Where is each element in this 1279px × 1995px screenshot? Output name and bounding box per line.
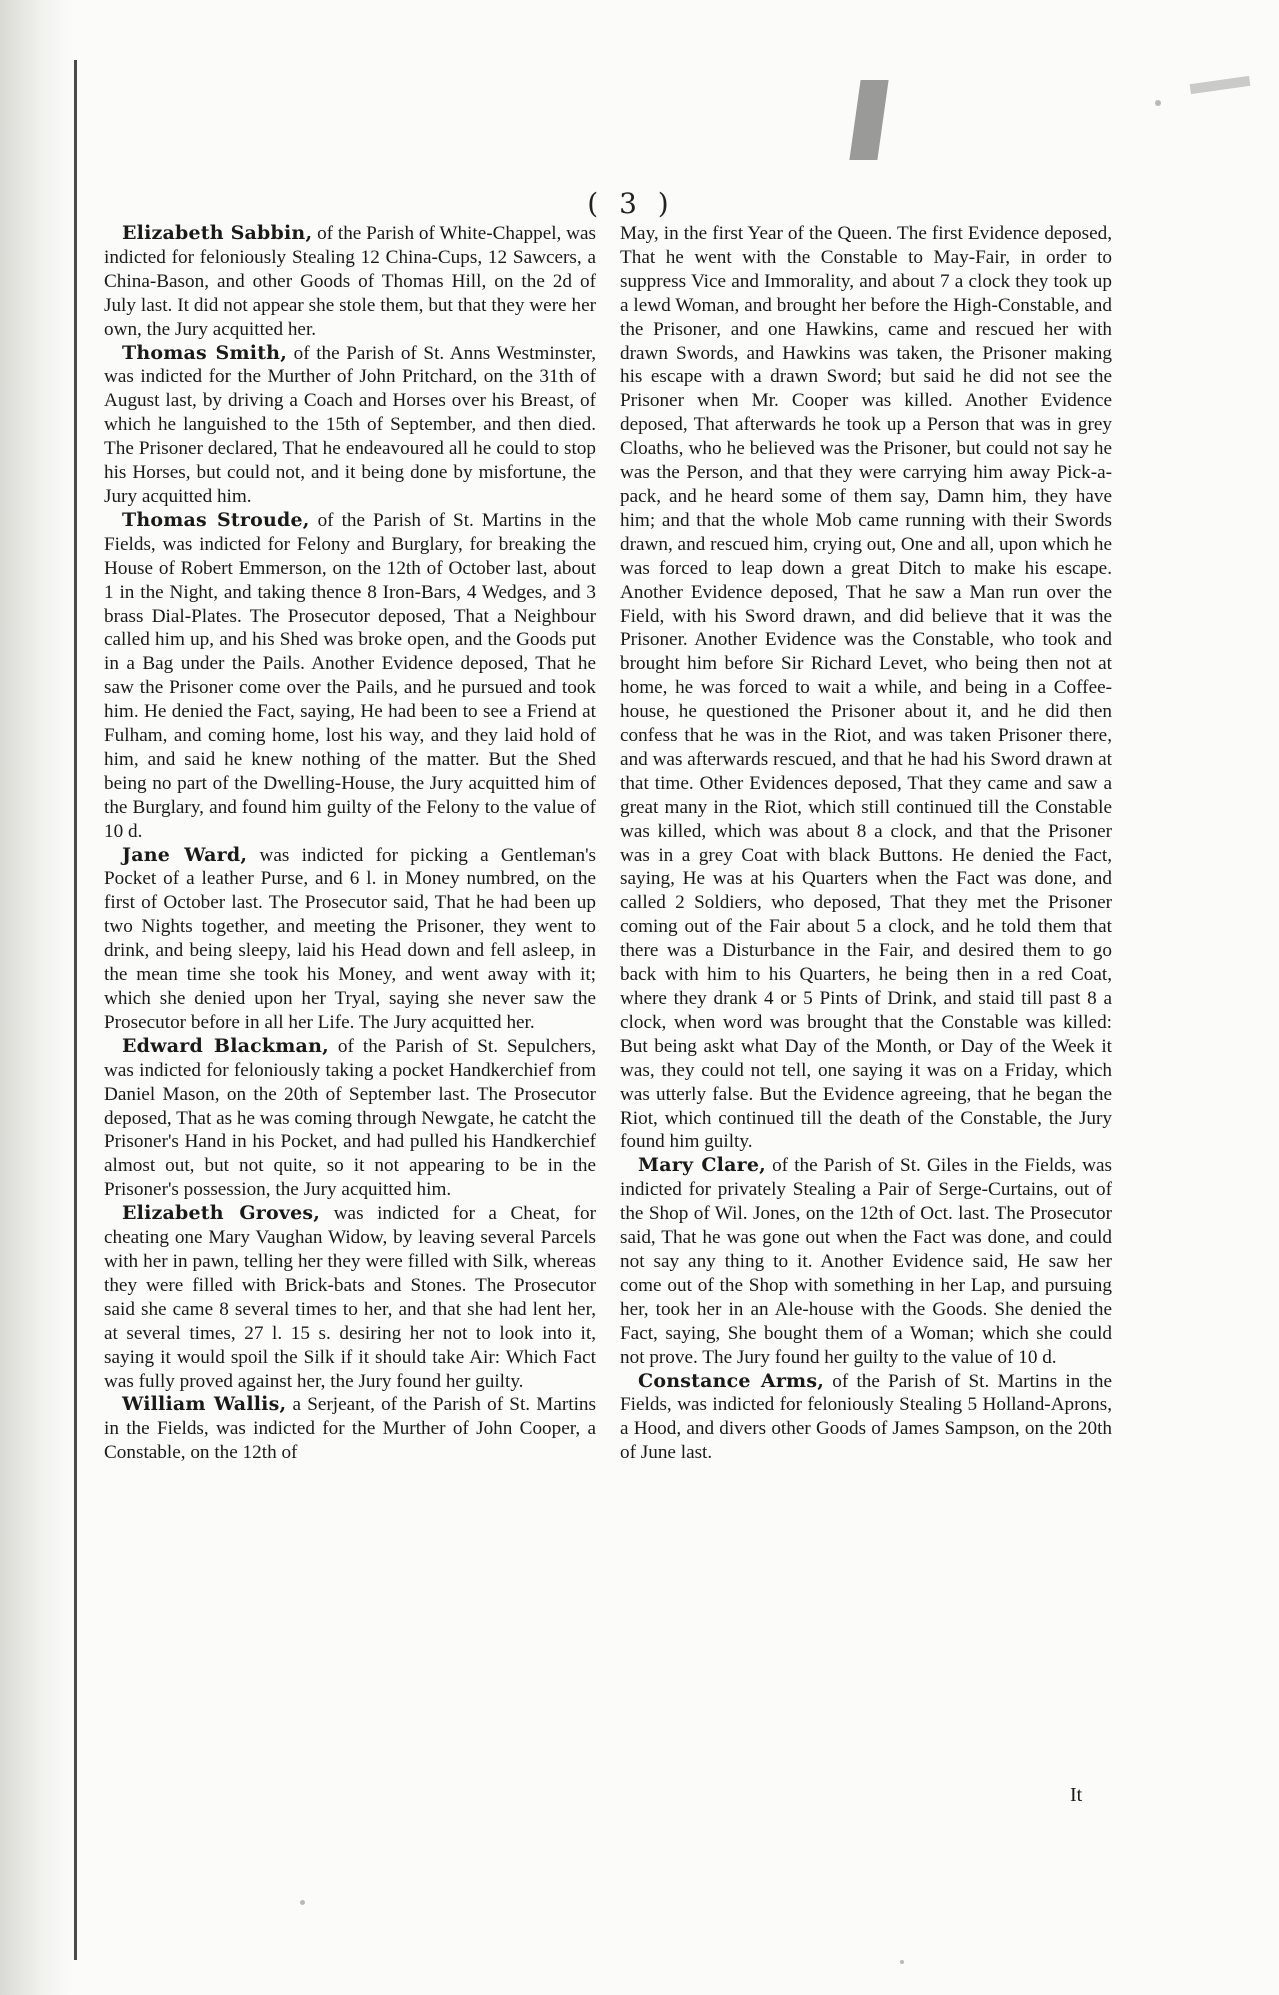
defendant-name: Mary Clare,	[638, 1154, 766, 1177]
scan-speck	[900, 1960, 904, 1964]
defendant-name: Elizabeth Groves,	[122, 1202, 321, 1225]
trial-entry	[104, 222, 596, 342]
trial-entry	[104, 1393, 596, 1465]
defendant-name: William Wallis,	[122, 1393, 287, 1416]
trial-entry	[104, 1035, 596, 1202]
entry-text: of the Parish of St. Martins in the Fields, was indicted for Felony and Burglary, for breaking the House of Robert Emmerson, on the 12th of October last, about 1 in the Night, and taking thence 8 Iron-Bars, 4 Wedges, and 3 brass Dial-Plates. The Prosecutor deposed, That a Neighbour called him up, and his Shed was broke open, and the Goods put in a Bag under the Pails. Another Evidence deposed, That he saw the Prisoner come over the Pails, and he pursued and took him. He denied the Fact, saying, He had been to see a Friend at Fulham, and coming home, lost his way, and they laid hold of him, and said he knew nothing of the matter. But the Shed being no part of the Dwelling-House, the Jury acquitted him of the Burglary, and found him guilty of the Felony to the value of 10 d.	[104, 509, 596, 842]
entry-text: of the Parish of St. Martins in the Fields, was indicted for feloniously Stealing 5 Holland-Aprons, a Hood, and divers other Goods of James Sampson, on the 20th of June last.	[620, 1370, 1112, 1464]
defendant-name: Constance Arms,	[638, 1369, 825, 1392]
left-column	[104, 222, 596, 1782]
entry-text: May, in the first Year of the Queen. The first Evidence deposed, That he went with the Constable to May-Fair, in order to suppress Vice and Immorality, and about 7 a clock they took up a lewd Woman, and brought her before the High-Constable, and the Prisoner, and one Hawkins, came and rescued her with drawn Swords, and Hawkins was taken, the Prisoner making his escape with a drawn Sword; but said he did not see the Prisoner when Mr. Cooper was killed. Another Evidence deposed, That afterwards he took up a Person that was in grey Cloaths, who he believed was the Prisoner, but could not say he was the Person, and that they were carrying him away Pick-a-pack, and he heard some of them say, Damn him, they have him; and that the whole Mob came running with their Swords drawn, and rescued him, crying out, One and all, upon which he was forced to leap down a great Ditch to make his escape. Another Evidence deposed, That he saw a Man run over the Field, with his Sword drawn, and did believe that it was the Prisoner. Another Evidence was the Constable, who took and brought him before Sir Richard Levet, who being then not at home, he was forced to wait a while, and being in a Coffee-house, he questioned the Prisoner about it, and he did then confess that he was in the Riot, and was taken Prisoner there, and was afterwards rescued, and that he had his Sword drawn at that time. Other Evidences deposed, That they came and saw a great many in the Riot, which still continued till the Constable was killed, which was about 8 a clock, and that the Prisoner was in a grey Coat with black Buttons. He denied the Fact, saying, He was at his Quarters when the Fact was done, and called 2 Soldiers, who deposed, That they met the Prisoner coming out of the Fair about 5 a clock, and he told them that there was a Disturbance in the Fair, and desired them to go back with him to his Quarters, he being then in a red Coat, where they drank 4 or 5 Pints of Drink, and staid till past 8 a clock, when word was brought that the Constable was killed: But being askt what Day of the Month, or Day of the Week it was, they could not tell, one saying it was on a Friday, which was utterly false. But the Evidence agreeing, that he began the Riot, which continued till the death of the Constable, the Jury found him guilty.	[620, 223, 1112, 1153]
right-column	[620, 222, 1112, 1782]
catchword: It	[1070, 1784, 1083, 1806]
trial-entry	[620, 1154, 1112, 1369]
defendant-name: Thomas Stroude,	[122, 508, 310, 531]
entry-text: was indicted for a Cheat, for cheating one Mary Vaughan Widow, by leaving several Parcels with her in pawn, telling her they were filled with Silk, whereas they were filled with Brick-bats and Stones. The Prosecutor said she came 8 several times to her, and that she had lent her, at several times, 27 l. 15 s. desiring her not to look into it, saying it would spoil the Silk if it should take Air: Which Fact was fully proved against her, the Jury found her guilty.	[104, 1203, 596, 1392]
binding-edge	[74, 60, 77, 1960]
page-number: ( 3 )	[587, 187, 675, 220]
defendant-name: Thomas Smith,	[122, 341, 288, 364]
trial-entry	[104, 342, 596, 509]
defendant-name: Edward Blackman,	[122, 1034, 329, 1057]
entry-text: of the Parish of St. Sepulchers, was indicted for feloniously taking a pocket Handkerchief from Daniel Mason, on the 20th of September last. The Prosecutor deposed, That as he was coming through Newgate, he catcht the Prisoner's Hand in his Pocket, and had pulled his Handkerchief almost out, but not quite, so it not appearing to be in the Prisoner's possession, the Jury acquitted him.	[104, 1035, 596, 1201]
trial-entry-continued	[620, 222, 1112, 1154]
trial-entry	[620, 1370, 1112, 1466]
entry-text: a Serjeant, of the Parish of St. Martins in the Fields, was indicted for the Murther of John Cooper, a Constable, on the 12th of	[104, 1394, 596, 1464]
trial-entry	[104, 844, 596, 1035]
defendant-name: Jane Ward,	[122, 843, 248, 866]
scan-speck	[300, 1900, 305, 1905]
trial-entry	[104, 1202, 596, 1393]
scan-shadow	[0, 0, 70, 1995]
trial-entry	[104, 509, 596, 844]
scan-speck	[1155, 100, 1161, 106]
ink-smudge	[849, 80, 888, 160]
entry-text: of the Parish of White-Chappel, was indicted for feloniously Stealing 12 China-Cups, 12 Sawcers, a China-Bason, and other Goods of Thomas Hill, on the 2d of July last. It did not appear she stole them, but that they were her own, the Jury acquitted her.	[104, 223, 596, 340]
ink-smudge	[1190, 76, 1251, 94]
entry-text: of the Parish of St. Anns Westminster, was indicted for the Murther of John Pritchard, on the 31th of August last, by driving a Coach and Horses over his Breast, of which he languished to the 15th of September, and then died. The Prisoner declared, That he endeavoured all he could to stop his Horses, but could not, and it being done by misfortune, the Jury acquitted him.	[104, 342, 596, 507]
entry-text: was indicted for picking a Gentleman's Pocket of a leather Purse, and 6 l. in Money numbred, on the first of October last. The Prosecutor said, That he had been up two Nights together, and meeting the Prisoner, they went to drink, and being sleepy, laid his Head down and fell asleep, in the mean time she took his Money, and went away with it; which she denied upon her Tryal, saying she never saw the Prosecutor before in all her Life. The Jury acquitted her.	[104, 844, 596, 1033]
defendant-name: Elizabeth Sabbin,	[122, 222, 313, 244]
entry-text: of the Parish of St. Giles in the Fields, was indicted for privately Stealing a Pair of Serge-Curtains, out of the Shop of Wil. Jones, on the 12th of Oct. last. The Prosecutor said, That he was gone out when the Fact was done, and could not say any thing to it. Another Evidence said, He saw her come out of the Shop with something in her Lap, and pursuing her, took her in an Ale-house with the Goods. She denied the Fact, saying, She bought them of a Woman; which she could not prove. The Jury found her guilty to the value of 10 d.	[620, 1155, 1112, 1368]
